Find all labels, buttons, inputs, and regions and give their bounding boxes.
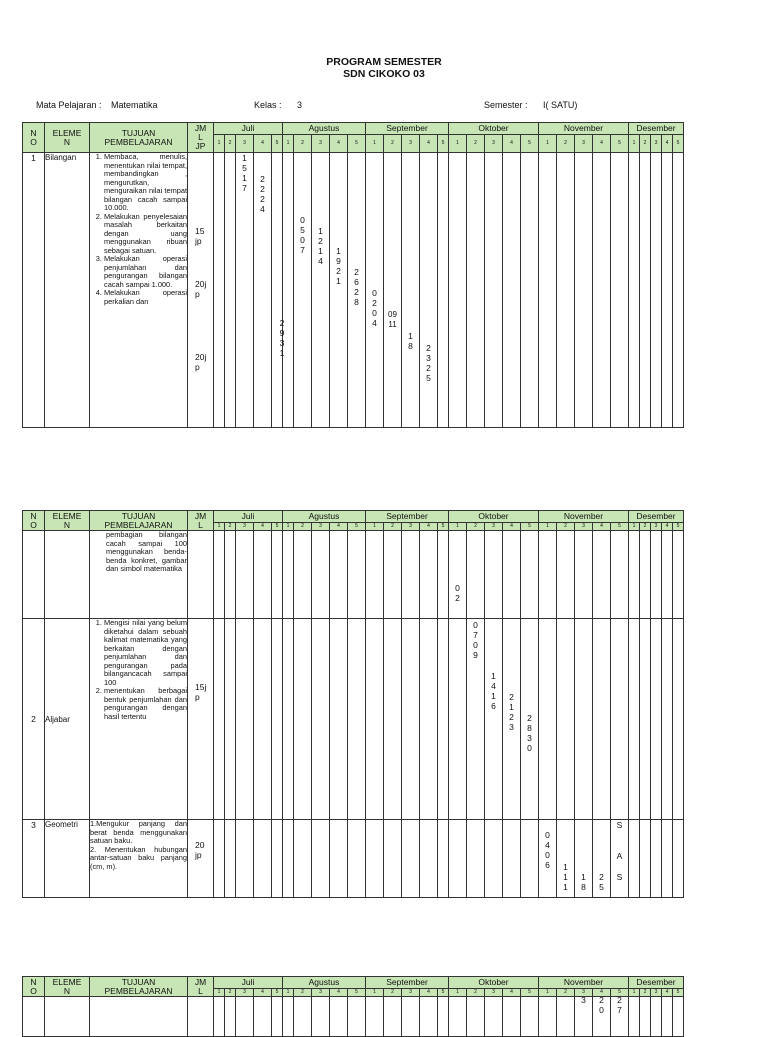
- week-1: 1: [366, 989, 384, 997]
- week-5: 5: [438, 135, 449, 153]
- week-3: 3: [236, 135, 254, 153]
- week-3: 3: [402, 523, 420, 531]
- month-juli: Juli: [214, 977, 283, 989]
- week-4: 4: [662, 135, 673, 153]
- row-elemen: Geometri: [45, 820, 90, 898]
- sas-letter: A: [616, 851, 623, 861]
- week-5: 5: [348, 523, 366, 531]
- week-4: 4: [503, 989, 521, 997]
- month-desember: Desember: [629, 123, 684, 135]
- week-1: 1: [283, 523, 294, 531]
- header-tujuan: TUJUAN PEMBELAJARAN: [90, 123, 188, 153]
- week-5: 5: [521, 135, 539, 153]
- week-4: 4: [254, 523, 272, 531]
- row-no: 1: [23, 153, 45, 428]
- week-3: 3: [402, 135, 420, 153]
- week-5: 5: [272, 135, 283, 153]
- week-2: 2: [225, 135, 236, 153]
- row-tujuan: [90, 619, 188, 820]
- date-mark: 2 8 3 0: [527, 713, 532, 753]
- row-no: 3: [23, 820, 45, 898]
- week-1: 1: [449, 523, 467, 531]
- week-1: 1: [629, 989, 640, 997]
- week-1: 1: [214, 135, 225, 153]
- month-desember: Desember: [629, 977, 684, 989]
- semester-value: I( SATU): [543, 100, 578, 110]
- week-2: 2: [294, 523, 312, 531]
- week-5: 5: [611, 523, 629, 531]
- week-5: 5: [521, 523, 539, 531]
- week-3: 3: [312, 989, 330, 997]
- school-name: SDN CIKOKO 03: [343, 68, 425, 80]
- week-2: 2: [225, 523, 236, 531]
- week-3: 3: [575, 989, 593, 997]
- week-5: 5: [521, 989, 539, 997]
- week-3: 3: [485, 523, 503, 531]
- week-3: 3: [651, 135, 662, 153]
- class-label: Kelas :: [254, 100, 282, 110]
- jp-value: 15j p: [195, 682, 207, 702]
- month-oktober: Oktober: [449, 123, 539, 135]
- week-3: 3: [485, 989, 503, 997]
- schedule-table-page-3: [22, 976, 684, 1037]
- week-2: 2: [557, 135, 575, 153]
- week-4: 4: [330, 135, 348, 153]
- schedule-table-page-1: [22, 122, 684, 428]
- week-4: 4: [420, 523, 438, 531]
- date-mark: 2 1 2 3: [509, 692, 514, 732]
- week-1: 1: [629, 523, 640, 531]
- week-4: 4: [593, 135, 611, 153]
- jp-value: 15 jp: [195, 226, 205, 246]
- sas-letter: S: [616, 872, 623, 882]
- row-tujuan: [90, 153, 188, 428]
- list-item: 2. Menentukan hubungan antar-satuan baku panjang (cm, m).: [90, 844, 187, 871]
- jp-value: 20j p: [195, 279, 207, 299]
- week-1: 1: [283, 135, 294, 153]
- week-5: 5: [348, 989, 366, 997]
- header-no: N O: [23, 123, 45, 153]
- month-november: November: [539, 977, 629, 989]
- month-desember: Desember: [629, 511, 684, 523]
- date-mark: 2 0: [599, 996, 604, 1015]
- table-row: [23, 619, 684, 820]
- week-5: 5: [611, 989, 629, 997]
- week-1: 1: [214, 523, 225, 531]
- week-2: 2: [384, 523, 402, 531]
- date-mark: 1 1 1: [563, 862, 568, 892]
- date-mark: 2 9 3 1: [279, 318, 285, 358]
- week-3: 3: [651, 523, 662, 531]
- row-jp: [188, 820, 214, 898]
- list-item: 2. Melakukan penyelesaian masalah berkaitan dengan uang menggunakan ribuan sebagai satuan.: [104, 213, 187, 256]
- week-2: 2: [640, 523, 651, 531]
- month-november: November: [539, 511, 629, 523]
- week-3: 3: [651, 989, 662, 997]
- month-agustus: Agustus: [283, 123, 366, 135]
- week-1: 1: [366, 523, 384, 531]
- week-4: 4: [503, 523, 521, 531]
- date-mark: 1 8: [408, 331, 413, 351]
- date-mark: 09 11: [388, 310, 397, 329]
- week-3: 3: [236, 523, 254, 531]
- date-mark: 0 7 0 9: [473, 620, 478, 660]
- header-elemen: ELEME N: [45, 123, 90, 153]
- header-tujuan: TUJUAN PEMBELAJARAN: [90, 511, 188, 531]
- table-row: [23, 153, 684, 428]
- week-3: 3: [485, 135, 503, 153]
- week-2: 2: [557, 523, 575, 531]
- date-mark: 0 2 0 4: [372, 288, 377, 328]
- list-item: 3. Melakukan operasi penjumlahan dan pengurangan bilangan cacah sampai 1.000.: [104, 255, 187, 289]
- schedule-table-page-2: [22, 510, 684, 898]
- week-1: 1: [449, 135, 467, 153]
- list-item: 1.Mengukur panjang dan berat benda menggunakan satuan baku.: [90, 819, 187, 845]
- date-mark: 3: [581, 996, 586, 1005]
- week-2: 2: [294, 135, 312, 153]
- week-2: 2: [640, 989, 651, 997]
- header-elemen: ELEME N: [45, 511, 90, 531]
- week-5: 5: [673, 135, 684, 153]
- week-3: 3: [402, 989, 420, 997]
- row-tujuan-cont: pembagian bilangan cacah sampai 100 menggunakan benda- benda konkret, gambar dan simbol matematika: [90, 531, 188, 619]
- list-item: 4. Melakukan operasi perkalian dan: [104, 289, 187, 306]
- week-4: 4: [330, 523, 348, 531]
- subject-value: Matematika: [111, 100, 158, 110]
- month-oktober: Oktober: [449, 511, 539, 523]
- week-4: 4: [593, 523, 611, 531]
- subject-label: Mata Pelajaran :: [36, 100, 102, 110]
- date-mark: 2 6 2 8: [354, 267, 359, 307]
- week-5: 5: [611, 135, 629, 153]
- week-4: 4: [662, 989, 673, 997]
- month-september: September: [366, 977, 449, 989]
- week-5: 5: [438, 523, 449, 531]
- date-mark: 0 5 0 7: [300, 215, 305, 255]
- list-item: 2. menentukan berbagai bentuk penjumlahan dan pengurangan dengan hasil tertentu: [104, 687, 187, 721]
- week-3: 3: [312, 135, 330, 153]
- header-no: N O: [23, 977, 45, 997]
- date-mark: 1 5 1 7: [242, 153, 247, 193]
- week-2: 2: [225, 989, 236, 997]
- table-row: [23, 531, 684, 619]
- week-1: 1: [539, 989, 557, 997]
- week-5: 5: [272, 523, 283, 531]
- week-4: 4: [503, 135, 521, 153]
- table-row: [23, 997, 684, 1037]
- month-september: September: [366, 123, 449, 135]
- week-4: 4: [662, 523, 673, 531]
- list-item: 1. Membaca, menulis, menentukan nilai tempat, membandingkan , mengurutkan, menguraikan nilai tempat bilangan cacah sampai 10.000.: [104, 153, 187, 213]
- month-juli: Juli: [214, 123, 283, 135]
- week-2: 2: [640, 135, 651, 153]
- month-november: November: [539, 123, 629, 135]
- class-value: 3: [297, 100, 303, 110]
- week-3: 3: [575, 135, 593, 153]
- week-3: 3: [236, 989, 254, 997]
- row-tujuan: [90, 820, 188, 898]
- week-4: 4: [330, 989, 348, 997]
- week-5: 5: [673, 989, 684, 997]
- date-mark: 2 7: [617, 996, 622, 1015]
- week-2: 2: [467, 523, 485, 531]
- week-1: 1: [449, 989, 467, 997]
- week-2: 2: [467, 989, 485, 997]
- week-2: 2: [384, 135, 402, 153]
- week-5: 5: [438, 989, 449, 997]
- date-mark: 0 2: [455, 583, 460, 603]
- date-mark: 2 3 2 5: [426, 343, 431, 383]
- row-elemen: Aljabar: [45, 619, 90, 820]
- header-jml-jp: JM L JP: [188, 123, 214, 153]
- week-1: 1: [539, 523, 557, 531]
- list-item: 1. Mengisi nilai yang belum diketahui dalam sebuah kalimat matematika yang berkaitan dengan penjumlahan dan pengurangan pada bilangancacah sampai 100: [104, 619, 187, 687]
- sas-letter: S: [616, 820, 623, 830]
- week-4: 4: [254, 135, 272, 153]
- week-2: 2: [557, 989, 575, 997]
- week-4: 4: [420, 135, 438, 153]
- jp-value: 20j p: [195, 352, 207, 372]
- date-mark: 2 2 2 4: [260, 174, 265, 214]
- table-row: [23, 820, 684, 898]
- week-1: 1: [366, 135, 384, 153]
- week-1: 1: [629, 135, 640, 153]
- semester-label: Semester :: [484, 100, 528, 110]
- week-4: 4: [420, 989, 438, 997]
- month-agustus: Agustus: [283, 511, 366, 523]
- week-4: 4: [254, 989, 272, 997]
- header-jml: JM L: [188, 511, 214, 531]
- date-mark: 1 8: [581, 872, 586, 892]
- header-jml: JM L: [188, 977, 214, 997]
- week-2: 2: [467, 135, 485, 153]
- week-5: 5: [272, 989, 283, 997]
- date-mark: 0 4 0 6: [545, 830, 550, 870]
- month-agustus: Agustus: [283, 977, 366, 989]
- week-3: 3: [312, 523, 330, 531]
- week-2: 2: [294, 989, 312, 997]
- date-mark: 1 4 1 6: [491, 671, 496, 711]
- week-4: 4: [593, 989, 611, 997]
- week-5: 5: [673, 523, 684, 531]
- week-1: 1: [214, 989, 225, 997]
- week-1: 1: [283, 989, 294, 997]
- week-3: 3: [575, 523, 593, 531]
- row-jp: [188, 619, 214, 820]
- week-1: 1: [539, 135, 557, 153]
- month-oktober: Oktober: [449, 977, 539, 989]
- month-september: September: [366, 511, 449, 523]
- date-mark: 1 9 2 1: [336, 246, 341, 286]
- week-5: 5: [348, 135, 366, 153]
- jp-value: 20 jp: [195, 840, 205, 860]
- row-no: 2: [23, 619, 45, 820]
- date-mark: 2 5: [599, 872, 604, 892]
- date-mark: 1 2 1 4: [318, 226, 323, 266]
- doc-title: PROGRAM SEMESTER: [326, 56, 442, 68]
- row-jp: [188, 153, 214, 428]
- header-tujuan: TUJUAN PEMBELAJARAN: [90, 977, 188, 997]
- row-elemen: Bilangan: [45, 153, 90, 428]
- month-juli: Juli: [214, 511, 283, 523]
- week-2: 2: [384, 989, 402, 997]
- header-elemen: ELEME N: [45, 977, 90, 997]
- header-no: N O: [23, 511, 45, 531]
